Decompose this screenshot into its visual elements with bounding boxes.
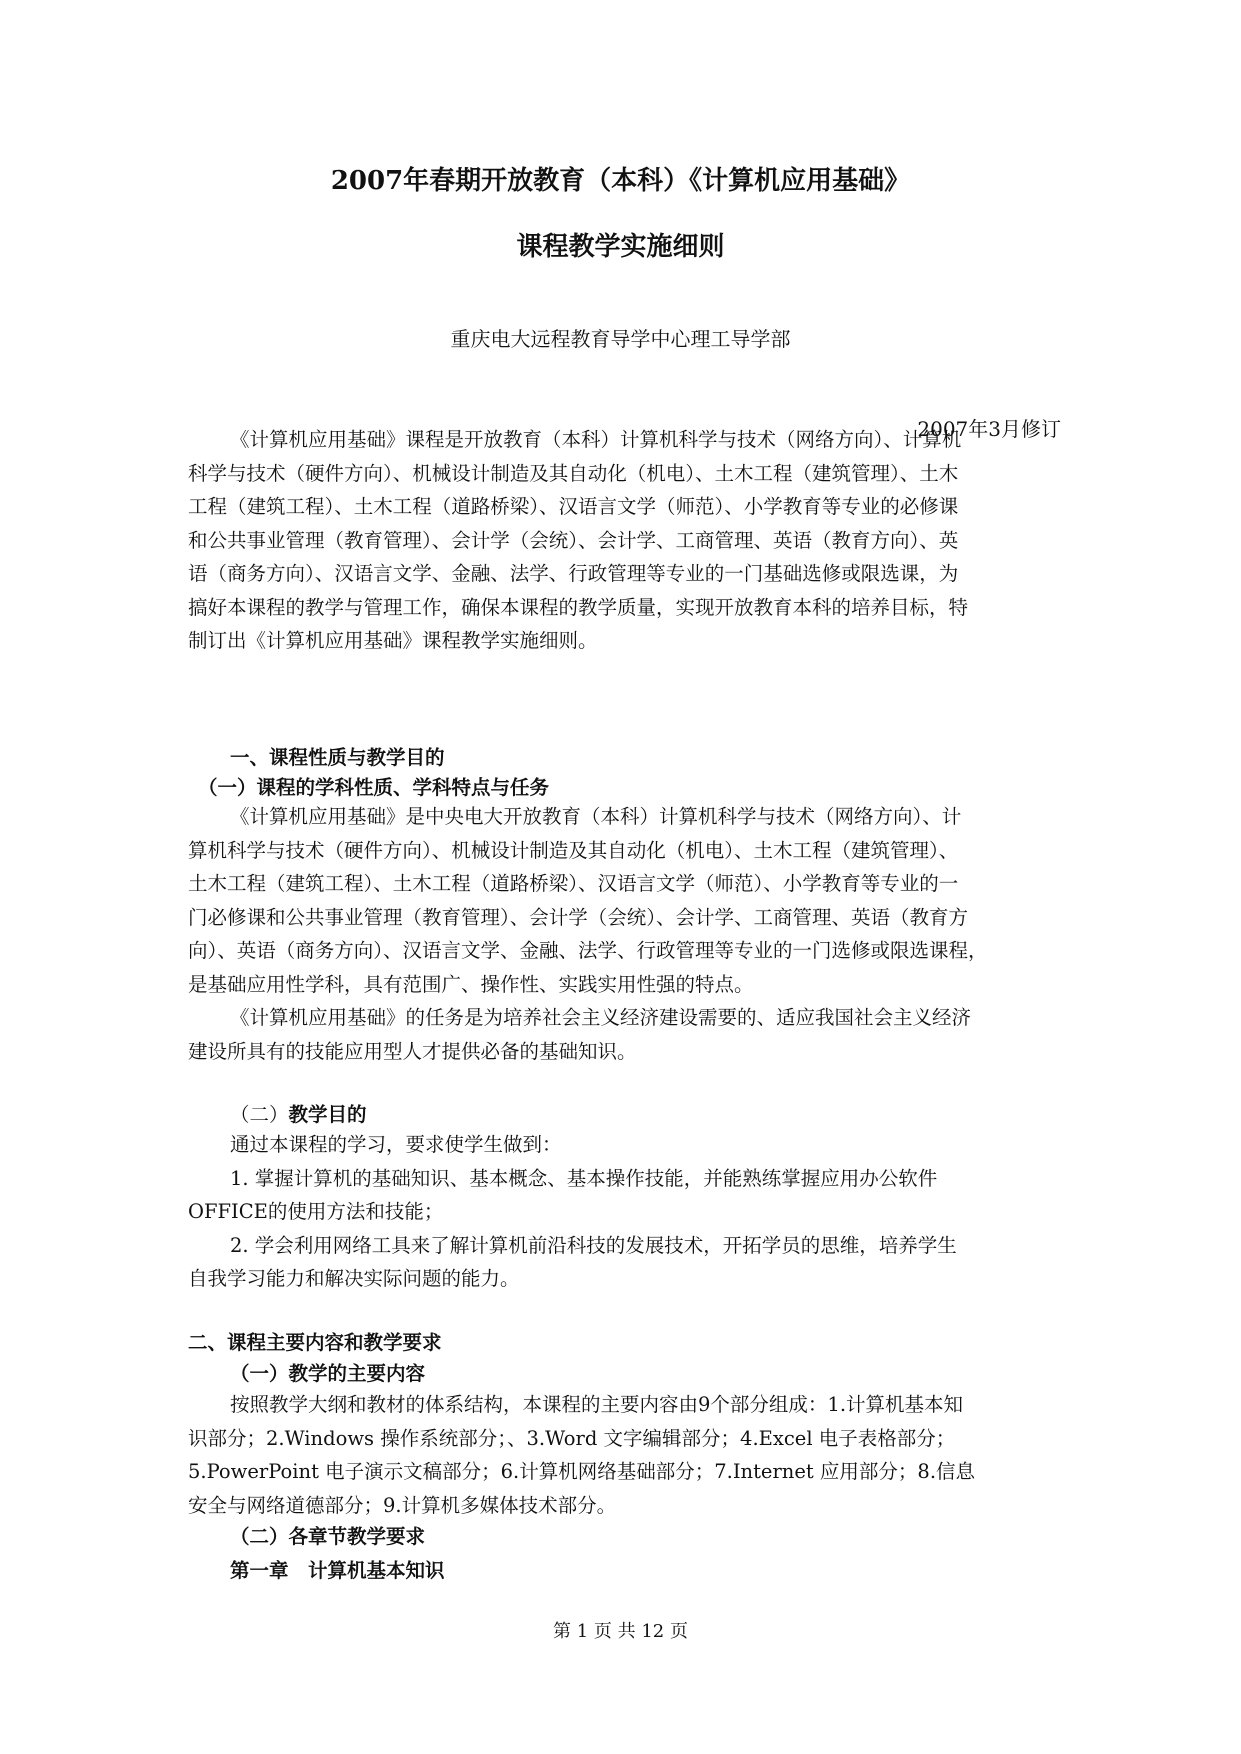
section2-sub1-heading: （一）教学的主要内容 (230, 1362, 426, 1385)
paragraph-line: 建设所具有的技能应用型人才提供必备的基础知识。 (188, 1039, 637, 1063)
paragraph-line: 识部分；2.Windows 操作系统部分；、3.Word 文字编辑部分；4.Excel 电子表格部分； (188, 1426, 956, 1450)
paragraph-line: 向）、英语（商务方向）、汉语言文学、金融、法学、行政管理等专业的一门选修或限选课程， (188, 939, 988, 962)
section1-sub1-paragraph (188, 800, 1058, 1068)
paragraph-line: 和公共事业管理（教育管理）、会计学（会统）、会计学、工商管理、英语（教育方向）、英 (188, 528, 959, 552)
paragraph-line: OFFICE的使用方法和技能； (188, 1200, 444, 1223)
section1-sub2-paragraph (188, 1128, 1058, 1296)
paragraph-line: 1. 掌握计算机的基础知识、基本概念、基本操作技能，并能熟练掌握应用办公软件 (230, 1166, 938, 1190)
section1-sub2-text: 教学目的 (288, 1103, 367, 1126)
paragraph-line: 算机科学与技术（硬件方向）、机械设计制造及其自动化（机电）、土木工程（建筑管理）、 (188, 838, 959, 862)
paragraph-line: 安全与网络道德部分；9.计算机多媒体技术部分。 (188, 1493, 617, 1517)
document-date: 2007年3月修订 (917, 417, 1061, 441)
paragraph-line: 《计算机应用基础》是中央电大开放教育（本科）计算机科学与技术（网络方向）、计 (230, 805, 962, 828)
paragraph-line: 门必修课和公共事业管理（教育管理）、会计学（会统）、会计学、工商管理、英语（教育方 (188, 905, 969, 929)
paragraph-line: 搞好本课程的教学与管理工作，确保本课程的教学质量，实现开放教育本科的培养目标，特 (188, 595, 969, 619)
section1-sub2-prefix: （二） (230, 1103, 289, 1126)
section2-sub2-heading: （二）各章节教学要求 (230, 1525, 426, 1548)
page-number-footer: 第 1 页 共 12 页 (553, 1621, 688, 1642)
section2-sub1-paragraph (188, 1388, 1058, 1522)
paragraph-line: 工程（建筑工程）、土木工程（道路桥梁）、汉语言文学（师范）、小学教育等专业的必修课 (188, 495, 959, 518)
paragraph-line: 土木工程（建筑工程）、土木工程（道路桥梁）、汉语言文学（师范）、小学教育等专业的一 (188, 872, 959, 895)
document-title-line2: 课程教学实施细则 (516, 232, 725, 262)
section1-heading: 一、课程性质与教学目的 (230, 746, 445, 769)
chapter1-heading: 第一章 计算机基本知识 (230, 1559, 445, 1582)
paragraph-line: 是基础应用性学科，具有范围广、操作性、实践实用性强的特点。 (188, 972, 754, 996)
section2-heading: 二、课程主要内容和教学要求 (188, 1331, 442, 1354)
paragraph-line: 2. 学会利用网络工具来了解计算机前沿科技的发展技术，开拓学员的思维，培养学生 (230, 1233, 957, 1257)
paragraph-line: 通过本课程的学习，要求使学生做到： (230, 1133, 562, 1156)
paragraph-line: 自我学习能力和解决实际问题的能力。 (188, 1267, 520, 1290)
paragraph-line: 按照教学大纲和教材的体系结构，本课程的主要内容由9个部分组成：1.计算机基本知 (230, 1393, 964, 1416)
paragraph-line: 科学与技术（硬件方向）、机械设计制造及其自动化（机电）、土木工程（建筑管理）、土木 (188, 461, 959, 485)
paragraph-line: 《计算机应用基础》的任务是为培养社会主义经济建设需要的、适应我国社会主义经济 (230, 1006, 972, 1029)
document-author: 重庆电大远程教育导学中心理工导学部 (450, 327, 791, 351)
document-title-line1: 2007年春期开放教育（本科）《计算机应用基础》 (330, 166, 911, 196)
intro-paragraph (188, 423, 1058, 658)
paragraph-line: 语（商务方向）、汉语言文学、金融、法学、行政管理等专业的一门基础选修或限选课，为 (188, 562, 959, 585)
paragraph-line: 制订出《计算机应用基础》课程教学实施细则。 (188, 629, 598, 652)
section1-sub1-heading: （一）课程的学科性质、学科特点与任务 (198, 776, 550, 799)
paragraph-line: 《计算机应用基础》课程是开放教育（本科）计算机科学与技术（网络方向）、计算机 (230, 428, 962, 451)
paragraph-line: 5.PowerPoint 电子演示文稿部分；6.计算机网络基础部分；7.Internet 应用部分；8.信息 (188, 1460, 976, 1483)
section1-sub2-heading (230, 1100, 367, 1130)
